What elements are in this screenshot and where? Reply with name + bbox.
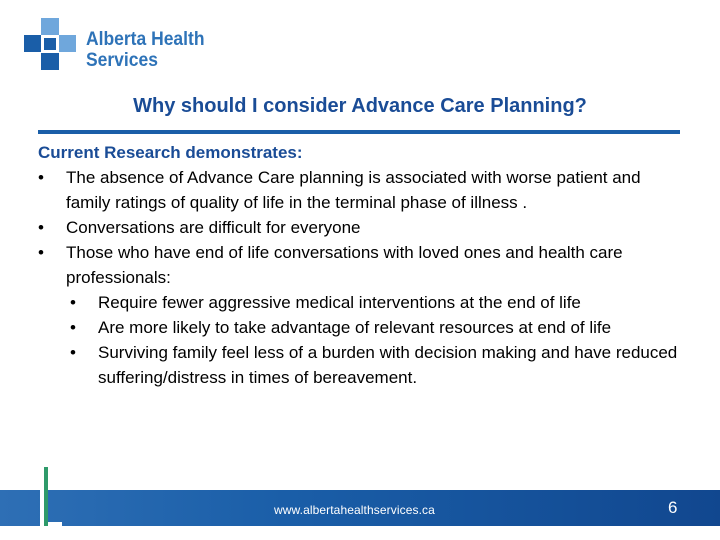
logo-wordmark: [86, 29, 205, 71]
sub-bullet-item: • Are more likely to take advantage of relevant resources at end of life: [66, 315, 688, 340]
section-heading: Current Research demonstrates:: [38, 143, 303, 162]
bullet-list: [38, 165, 688, 390]
footer-bracket-icon: [40, 467, 62, 526]
logo-line-1: Alberta Health: [86, 29, 205, 50]
bullet-item: • Conversations are difficult for everyone: [38, 215, 688, 240]
bullet-item: [38, 240, 688, 390]
ahs-logo: [24, 18, 224, 74]
sub-bullet-item: • Require fewer aggressive medical interventions at the end of life: [66, 290, 688, 315]
slide-body: [38, 140, 688, 390]
logo-line-2: Services: [86, 50, 158, 71]
bullet-item-text: Those who have end of life conversations with loved ones and health care professionals:: [66, 243, 623, 287]
sub-bullet-list: [66, 290, 688, 390]
slide-title: Why should I consider Advance Care Planning?: [133, 95, 587, 117]
footer-url-link[interactable]: www.albertahealthservices.ca: [274, 503, 435, 517]
page-number: 6: [668, 498, 678, 517]
title-divider: [38, 130, 680, 134]
sub-bullet-item: • Surviving family feel less of a burden with decision making and have reduced suffering/distress in times of bereavement.: [66, 340, 688, 390]
ahs-cross-logo-icon: [24, 18, 76, 70]
bullet-item: • The absence of Advance Care planning is associated with worse patient and family ratings of quality of life in the terminal phase of illness .: [38, 165, 688, 215]
